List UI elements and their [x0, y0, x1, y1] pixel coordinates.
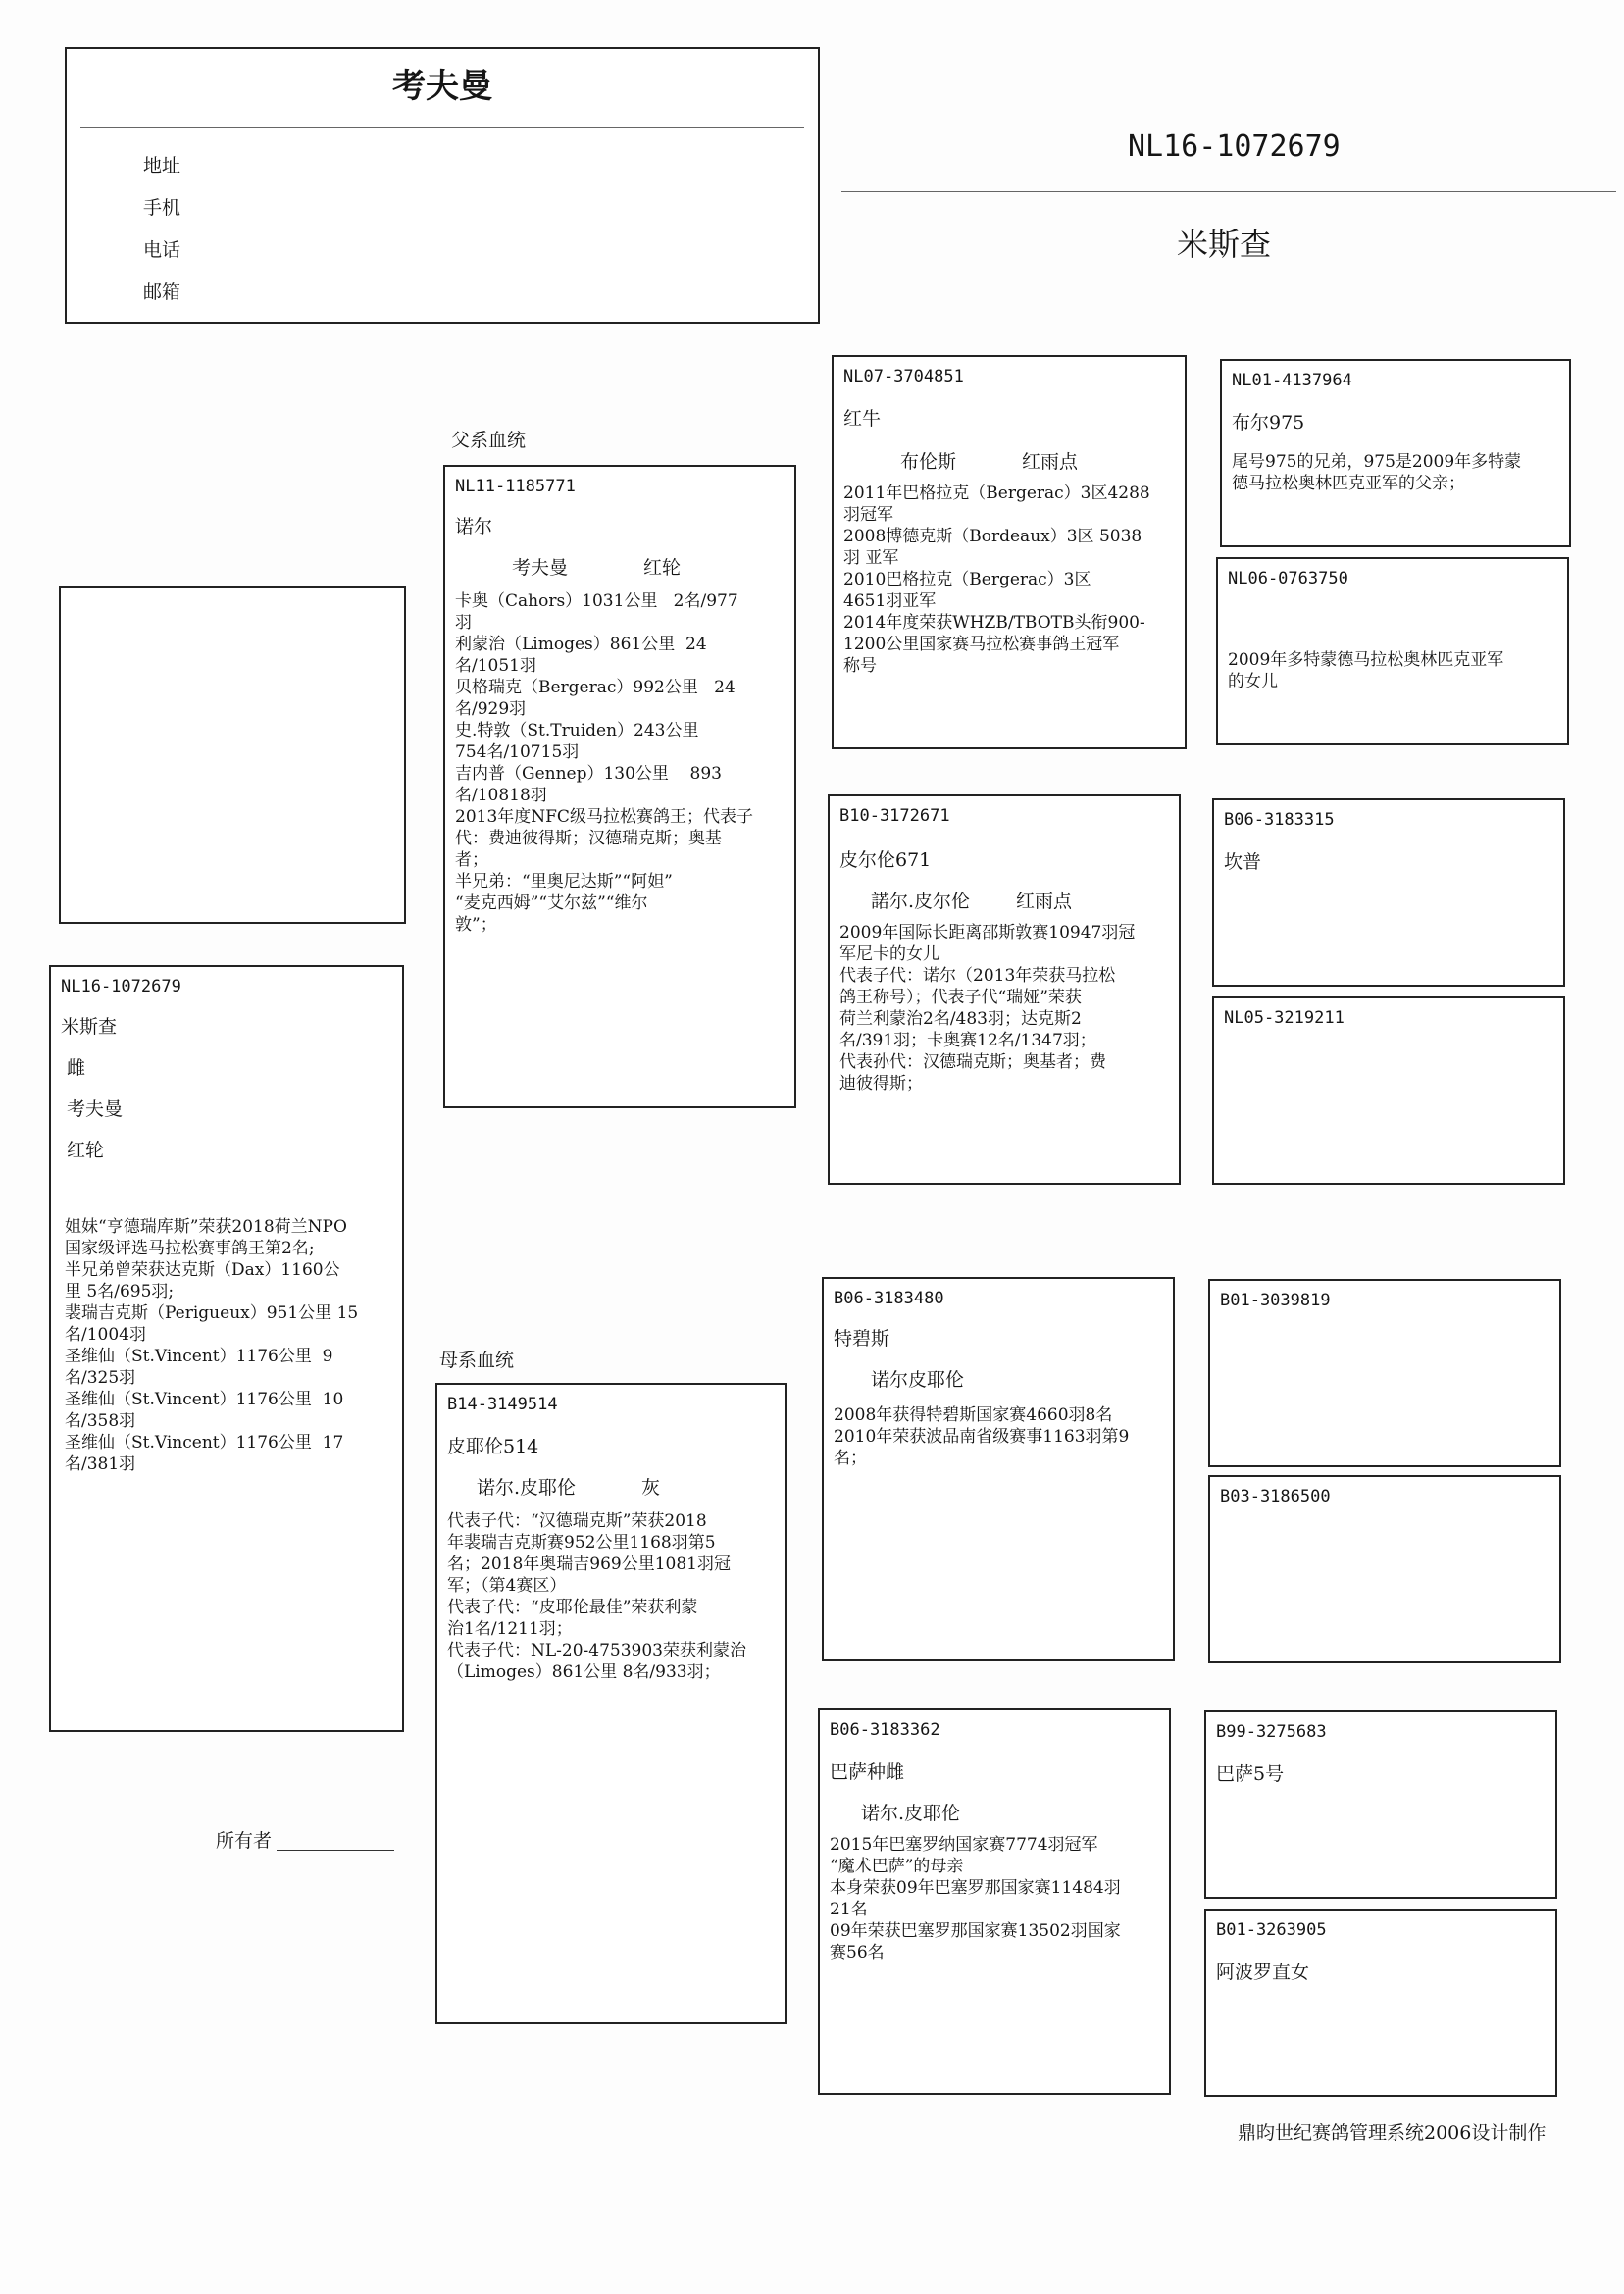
phone-label: 电话	[143, 239, 181, 261]
sire-line-label: 父系血统	[451, 430, 527, 451]
breeder: 布伦斯	[900, 451, 957, 473]
bird-name: 坎普	[1224, 851, 1262, 873]
breeder: 諾尔.皮尔伦	[871, 891, 971, 912]
great-grandparent-card	[1216, 557, 1569, 745]
ring-number: B06-3183480	[834, 1289, 944, 1308]
bird-name: 巴萨5号	[1216, 1763, 1285, 1785]
breeder: 考夫曼	[512, 557, 569, 579]
bird-name: 特碧斯	[834, 1328, 890, 1350]
ring-number: B06-3183315	[1224, 810, 1335, 830]
sire-dam-card	[828, 794, 1181, 1185]
great-grandparent-card	[1212, 798, 1565, 987]
ring-number: B99-3275683	[1216, 1722, 1327, 1742]
bird-name: 红牛	[843, 408, 882, 430]
ring-number: B03-3186500	[1220, 1487, 1331, 1506]
header-bird-name: 米斯查	[1177, 226, 1272, 263]
ring-number: NL16-1072679	[61, 977, 181, 996]
header-ring-underline	[841, 191, 1616, 192]
performance-notes: 2011年巴格拉克（Bergerac）3区4288 羽冠军 2008博德克斯（Bordeaux）3区 5038 羽 亚军 2010巴格拉克（Bergerac）3区 4651羽亚军 2014年度荣获WHZB/TBOTB头衔900- 1200公里国家赛马拉松赛事鸽王冠军 称号	[843, 484, 1150, 676]
software-credit: 鼎昀世纪赛鸽管理系统2006设计制作	[1238, 2122, 1547, 2144]
ring-number: NL01-4137964	[1232, 371, 1352, 390]
great-grandparent-card	[1204, 1710, 1557, 1899]
performance-notes: 卡奥（Cahors）1031公里 2名/977 羽 利蒙治（Limoges）861公里 24 名/1051羽 贝格瑞克（Bergerac）992公里 24 名/929羽 史.特敦（St.Truiden）243公里 754名/10715羽 吉内普（Gennep）130公里 893 名/10818羽 2013年度NFC级马拉松赛鸽王；代表子 代：费迪彼得斯；汉德瑞克斯；奥基 者； 半兄弟：“里奥尼达斯”“阿妲” “麦克西姆”“艾尔兹”“维尔 敦”；	[455, 591, 753, 935]
performance-notes: 代表子代：“汉德瑞克斯”荣获2018 年裴瑞吉克斯赛952公里1168羽第5 名；2018年奥瑞吉969公里1081羽冠 军；（第4赛区） 代表子代：“皮耶伦最佳”荣获利蒙 治1名/1211羽； 代表子代：NL-20-4753903荣获利蒙治 （Limoges）861公里 8名/933羽；	[447, 1511, 746, 1682]
dam-sire-card	[822, 1277, 1175, 1661]
dam-line-label: 母系血统	[439, 1350, 515, 1371]
dam-card	[435, 1383, 787, 2024]
header-ring-number: NL16-1072679	[1128, 129, 1341, 164]
performance-notes: 2015年巴塞罗纳国家赛7774羽冠军 “魔术巴萨”的母亲 本身荣获09年巴塞罗那国家赛11484羽 21名 09年荣获巴塞罗那国家赛13502羽国家 赛56名	[830, 1835, 1121, 1963]
photo-box	[59, 586, 406, 924]
breeder: 诺尔.皮耶伦	[477, 1477, 577, 1499]
performance-notes: 姐妹“亨德瑞库斯”荣获2018荷兰NPO 国家级评选马拉松赛事鸽王第2名; 半兄弟曾荣获达克斯（Dax）1160公 里 5名/695羽; 裴瑞吉克斯（Perigueux）951公里 15 名/1004羽 圣维仙（St.Vincent）1176公里 9 名/325羽 圣维仙（St.Vincent）1176公里 10 名/358羽 圣维仙（St.Vincent）1176公里 17 名/381羽	[65, 1217, 359, 1474]
breeder: 考夫曼	[67, 1098, 124, 1120]
ring-number: B06-3183362	[830, 1720, 940, 1740]
color: 红雨点	[1016, 891, 1073, 912]
bird-name: 米斯查	[61, 1016, 118, 1038]
sire-sire-card	[832, 355, 1187, 749]
great-grandparent-card	[1212, 996, 1565, 1185]
ring-number: B10-3172671	[839, 806, 950, 826]
email-label: 邮箱	[143, 281, 181, 303]
performance-notes: 2009年国际长距离邵斯敦赛10947羽冠 军尼卡的女儿 代表子代：诺尔（2013年荣获马拉松 鸽王称号）；代表子代“瑞娅”荣获 荷兰利蒙治2名/483羽；达克斯2 名/391羽；卡奥赛12名/1347羽； 代表孙代：汉德瑞克斯；奥基者；费 迪彼得斯；	[839, 923, 1136, 1094]
owner-name: 考夫曼	[392, 67, 492, 106]
owner-signature-line	[277, 1850, 394, 1851]
bird-name: 皮尔伦671	[839, 849, 932, 871]
great-grandparent-card	[1208, 1475, 1561, 1663]
bird-name: 皮耶伦514	[447, 1436, 539, 1457]
dam-dam-card	[818, 1708, 1171, 2095]
great-grandparent-card	[1208, 1279, 1561, 1467]
owner-header-box	[65, 47, 820, 324]
header-divider	[80, 127, 804, 128]
great-grandparent-card	[1220, 359, 1571, 547]
color: 红轮	[67, 1140, 105, 1161]
breeder: 诺尔皮耶伦	[871, 1369, 965, 1391]
performance-notes: 2008年获得特碧斯国家赛4660羽8名 2010年荣获波品南省级赛事1163羽第9 名；	[834, 1405, 1130, 1468]
ring-number: NL11-1185771	[455, 477, 576, 496]
color: 灰	[641, 1477, 661, 1499]
ring-number: NL06-0763750	[1228, 569, 1348, 588]
performance-notes: 尾号975的兄弟，975是2009年多特蒙 德马拉松奥林匹克亚军的父亲；	[1232, 452, 1522, 493]
bird-name: 阿波罗直女	[1216, 1962, 1310, 1983]
ring-number: B01-3039819	[1220, 1291, 1331, 1310]
ring-number: B01-3263905	[1216, 1920, 1327, 1940]
bird-name: 诺尔	[455, 516, 493, 537]
ring-number: B14-3149514	[447, 1395, 558, 1414]
color: 红轮	[643, 557, 682, 579]
great-grandparent-card	[1204, 1909, 1557, 2097]
subject-card	[49, 965, 404, 1732]
address-label: 地址	[143, 155, 181, 177]
performance-notes: 2009年多特蒙德马拉松奥林匹克亚军 的女儿	[1228, 650, 1504, 691]
mobile-label: 手机	[143, 197, 181, 219]
bird-name: 巴萨种雌	[830, 1761, 905, 1783]
sire-card	[443, 465, 796, 1108]
sex: 雌	[67, 1057, 86, 1079]
ring-number: NL05-3219211	[1224, 1008, 1345, 1028]
color: 红雨点	[1022, 451, 1079, 473]
owner-signature-label: 所有者	[216, 1830, 273, 1852]
ring-number: NL07-3704851	[843, 367, 964, 386]
breeder: 诺尔.皮耶伦	[861, 1803, 961, 1824]
bird-name: 布尔975	[1232, 412, 1305, 433]
